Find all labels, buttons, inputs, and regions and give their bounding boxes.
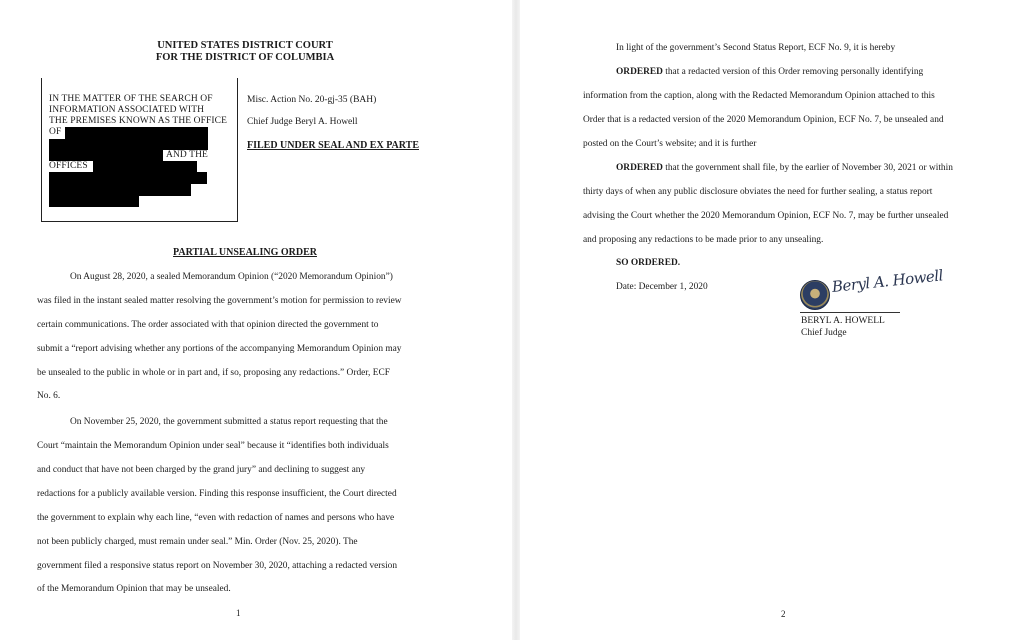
judge-name: BERYL A. HOWELL — [801, 316, 885, 326]
paragraph-line: advising the Court whether the 2020 Memorandum Opinion, ECF No. 7, may be further unsealed — [583, 211, 949, 221]
redaction-block — [49, 196, 139, 207]
paragraph-line: On November 25, 2020, the government submitted a status report requesting that the — [70, 417, 388, 427]
caption-and-the: AND THE — [166, 150, 208, 160]
order-date: Date: December 1, 2020 — [616, 282, 708, 292]
court-seal-icon — [800, 280, 830, 310]
misc-action-number: Misc. Action No. 20-gj-35 (BAH) — [247, 95, 377, 105]
ordered-label: ORDERED — [616, 163, 663, 173]
redaction-block — [49, 139, 208, 150]
order-heading: PARTIAL UNSEALING ORDER — [173, 247, 317, 258]
chief-judge-line: Chief Judge Beryl A. Howell — [247, 117, 358, 127]
paragraph-line: of the Memorandum Opinion that may be unsealed. — [37, 584, 231, 594]
redaction-block — [49, 150, 163, 161]
order-text: that a redacted version of this Order removing personally identifying — [662, 67, 924, 77]
paragraph-line: posted on the Court’s website; and it is further — [583, 139, 757, 149]
paragraph-line: was filed in the instant sealed matter resolving the government’s motion for permission to review — [37, 296, 402, 306]
paragraph-line: On August 28, 2020, a sealed Memorandum Opinion (“2020 Memorandum Opinion”) — [70, 272, 393, 282]
paragraph-line: not been publicly charged, must remain under seal.” Min. Order (Nov. 25, 2020). The — [37, 537, 358, 547]
paragraph-line: the government to explain why each line, “even with redaction of names and persons who have — [37, 513, 395, 523]
redaction-block — [65, 127, 208, 139]
paragraph-line: and proposing any redactions to be made prior to any unsealing. — [583, 235, 824, 245]
paragraph-line: be unsealed to the public in whole or in part and, if so, proposing any redactions.” Order, ECF — [37, 368, 390, 378]
paragraph-line: submit a “report advising whether any portions of the accompanying Memorandum Opinion may — [37, 344, 402, 354]
ordered-label: ORDERED — [616, 67, 663, 77]
paragraph-line: certain communications. The order associated with that opinion directed the government to — [37, 320, 379, 330]
signature-line — [800, 312, 900, 313]
paragraph-line: Order that is a redacted version of the 2020 Memorandum Opinion, ECF No. 7, be unsealed and — [583, 115, 944, 125]
caption-line: IN THE MATTER OF THE SEARCH OF — [49, 94, 213, 104]
page-number: 2 — [781, 609, 786, 619]
court-name-line-2: FOR THE DISTRICT OF COLUMBIA — [155, 52, 335, 63]
paragraph-line: thirty days of when any public disclosure obviates the need for further sealing, a status report — [583, 187, 933, 197]
paragraph-line: information from the caption, along with the Redacted Memorandum Opinion attached to this — [583, 91, 935, 101]
redaction-block — [49, 184, 191, 196]
document-page-2 — [520, 0, 1024, 640]
court-name-line-1: UNITED STATES DISTRICT COURT — [157, 40, 333, 51]
paragraph-line — [616, 66, 923, 78]
paragraph-line: Court “maintain the Memorandum Opinion under seal” because it “identifies both individuals — [37, 441, 389, 451]
paragraph-line: No. 6. — [37, 391, 61, 401]
caption-line: OF — [49, 127, 62, 137]
paragraph-line: redactions for a publicly available version. Finding this response insufficient, the Court directed — [37, 489, 397, 499]
caption-line: THE PREMISES KNOWN AS THE OFFICE — [49, 116, 227, 126]
page-number: 1 — [236, 608, 241, 618]
filed-under-seal: FILED UNDER SEAL AND EX PARTE — [247, 140, 419, 151]
order-text: that the government shall file, by the earlier of November 30, 2021 or within — [662, 163, 953, 173]
redaction-block — [49, 172, 207, 184]
caption-offices: OFFICES — [49, 161, 88, 171]
so-ordered: SO ORDERED. — [616, 258, 681, 268]
redaction-block — [93, 161, 197, 172]
paragraph-line: government filed a responsive status report on November 30, 2020, attaching a redacted version — [37, 561, 398, 571]
caption-line: INFORMATION ASSOCIATED WITH — [49, 105, 205, 115]
signature: Beryl A. Howell — [831, 266, 944, 296]
paragraph-line: In light of the government’s Second Status Report, ECF No. 9, it is hereby — [616, 43, 896, 53]
judge-title: Chief Judge — [801, 328, 847, 338]
paragraph-line — [616, 162, 953, 174]
paragraph-line: and conduct that have not been charged by the grand jury” and declining to suggest any — [37, 465, 366, 475]
page-gutter — [512, 0, 520, 640]
